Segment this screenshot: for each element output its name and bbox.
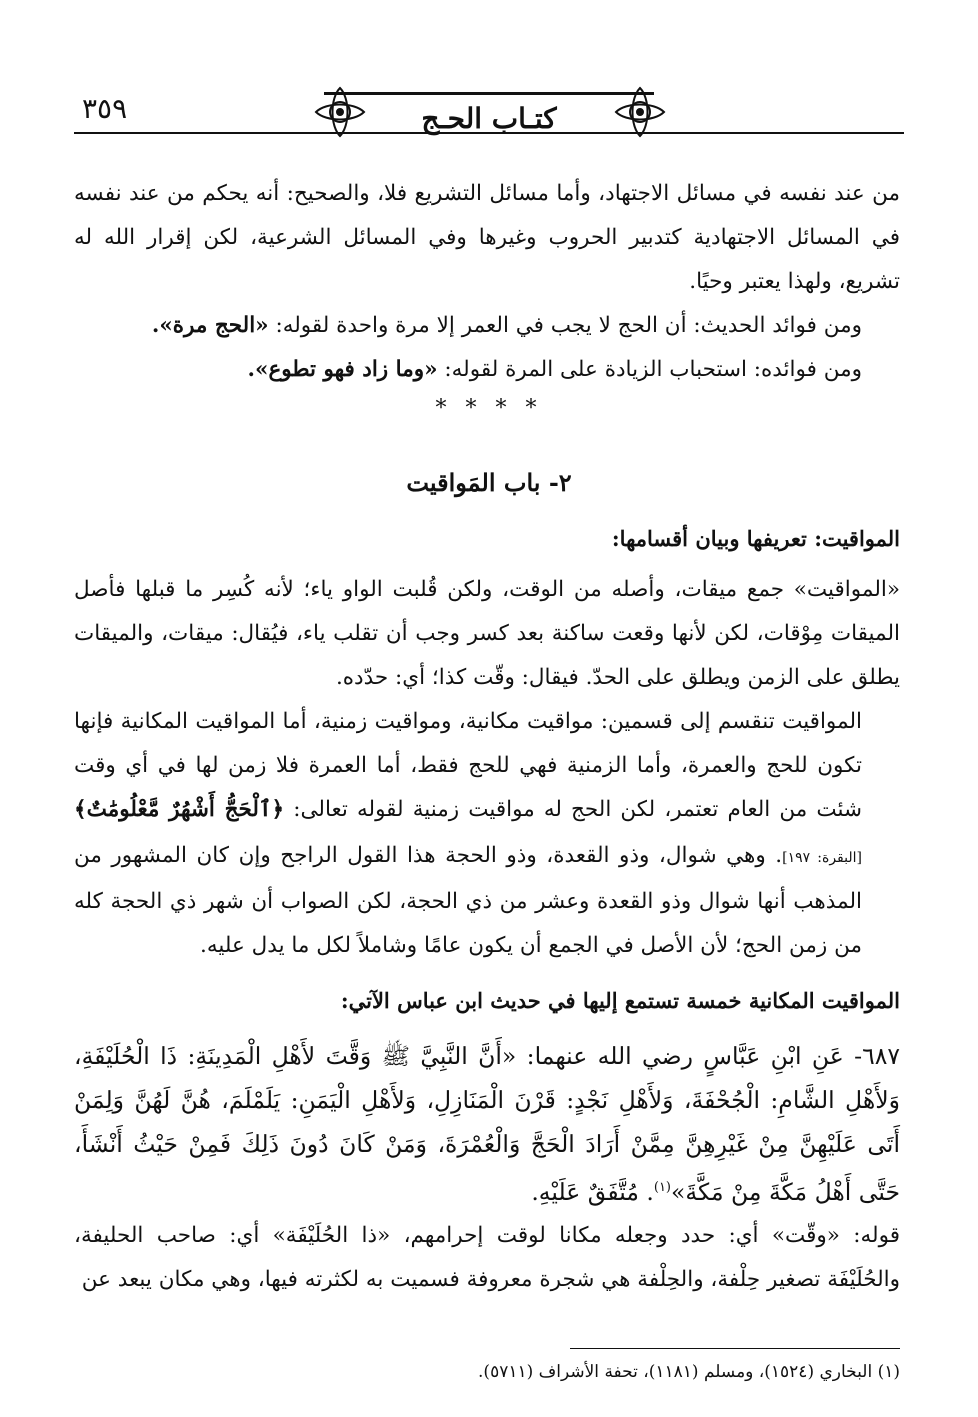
hadith-body: ٦٨٧- عَنِ ابْنِ عَبَّاسٍ رضي الله عنهما: «أَنَّ النَّبِيَّ ﷺ وَقَّتَ لأَهْلِ الْمَدِينَةِ: ذَا الْحُلَيْفَةِ، وَلأَهْلِ الشَّامِ: الْجُحْفَةَ، وَلأَهْلِ نَجْدٍ: قَرْنَ الْمَنَازِلِ، وَلأَهْلِ الْيَمَنِ: يَلَمْلَمَ، هُنَّ لَهُنَّ وَلِمَنْ أَتَى عَلَيْهِنَّ مِنْ غَيْرِهِنَّ مِمَّنْ أَرَادَ الْحَجَّ وَالْعُمْرَةَ، وَمَنْ كَانَ دُونَ ذَلِكَ فَمِنْ حَيْثُ أَنْشَأَ، حَتَّى أَهْلُ مَكَّةَ مِنْ مَكَّةَ» (74, 1042, 900, 1206)
paragraph-3 (74, 348, 900, 392)
quran-reference: [البقرة: ١٩٧] (782, 850, 862, 866)
footnote-rule (570, 1348, 900, 1349)
subheading-2: المواقيت المكانية خمسة تستمع إليها في حديث ابن عباس الآتي: (340, 988, 900, 1013)
ornament-right-icon (612, 84, 668, 140)
paragraph-6: قوله: «وقّت» أي: حدد وجعله مكانا لوقت إحرامهم، «ذا الحُلَيْفَة» أي: صاحب الحليفة، والحُلَيْفَة تصغير حِلْفة، والحِلْفة هي شجرة معروفة فسميت به لكثرته فيها، وهي مكان يبعد عن (74, 1223, 900, 1292)
paragraph-5-text: المواقيت تنقسم إلى قسمين: مواقيت مكانية، ومواقيت زمنية، أما المواقيت المكانية فإنها تكون للحج والعمرة، وأما الزمنية فهي للحج فقط، أما العمرة فلا زمن لها في أي وقت شئت من العام تعتمر، لكن الحج له مواقيت زمنية لقوله تعالى: (74, 709, 862, 822)
ornament-left-icon (312, 84, 368, 140)
paragraph-5-rest: . وهي شوال، وذو القعدة، وذو الحجة هذا القول الراجح وإن كان المشهور من المذهب أنها شوال وذو القعدة وعشر من ذي الحجة، لكن الصواب أن شهر ذي الحجة كله من زمن الحج؛ لأن الأصل في الجمع أن يكون عامًا وشاملاً لكل ما يدل عليه. (74, 843, 862, 958)
paragraph-2-quote: «الحج مرة». (151, 313, 269, 338)
quran-verse: ﴿ٱلْحَجُّ أَشْهُرٌ مَّعْلُومَٰتٌ﴾ (74, 797, 285, 822)
hadith-end: . مُتَّفَقٌ عَلَيْهِ. (531, 1177, 654, 1206)
paragraph-2-text: ومن فوائد الحديث: أن الحج لا يجب في العمر إلا مرة واحدة لقوله: (268, 313, 862, 338)
paragraph-3-quote: «وما زاد فهو تطوع». (247, 357, 438, 382)
footnote: (١) البخاري (١٥٢٤)، ومسلم (١١٨١)، تحفة الأشراف (٥٧١١). (478, 1362, 900, 1382)
hadith-text (74, 1034, 900, 1214)
paragraph-3-text: ومن فوائده: استحباب الزيادة على المرة لقوله: (437, 357, 862, 382)
subheading-1: المواقيت: تعريفها وبيان أقسامها: (611, 526, 900, 551)
paragraph-1: من عند نفسه في مسائل الاجتهاد، وأما مسائل التشريع فلا، والصحيح: أنه يحكم من عند نفسه في المسائل الاجتهادية كتدبير الحروب وغيرها وفي المسائل الشرعية، لكن إقرار الله له تشريع، ولهذا يعتبر وحيًا. (74, 181, 900, 294)
page-number: ٣٥٩ (82, 92, 128, 125)
chapter-title: ٢- باب المَواقيت (406, 468, 572, 497)
paragraph-2 (74, 304, 900, 348)
header-top-rule (324, 92, 654, 95)
section-separator: * * * * (435, 396, 543, 421)
paragraph-5 (74, 700, 900, 968)
footnote-marker: (١) (653, 1180, 671, 1195)
page-header (74, 92, 904, 152)
paragraph-4: «المواقيت» جمع ميقات، وأصله من الوقت، ولكن قُلبت الواو ياء؛ لأنه كُسِر ما قبلها فأصل الميقات مِوْقات، لكن لأنها وقعت ساكنة بعد كسر وجب أن تقلب ياء، فيُقال: ميقات، والميقات يطلق على الزمن ويطلق على الحدّ. فيقال: وقّت كذا؛ أي: حدّده. (74, 577, 900, 690)
header-title: كتـاب الحـج (421, 102, 557, 135)
